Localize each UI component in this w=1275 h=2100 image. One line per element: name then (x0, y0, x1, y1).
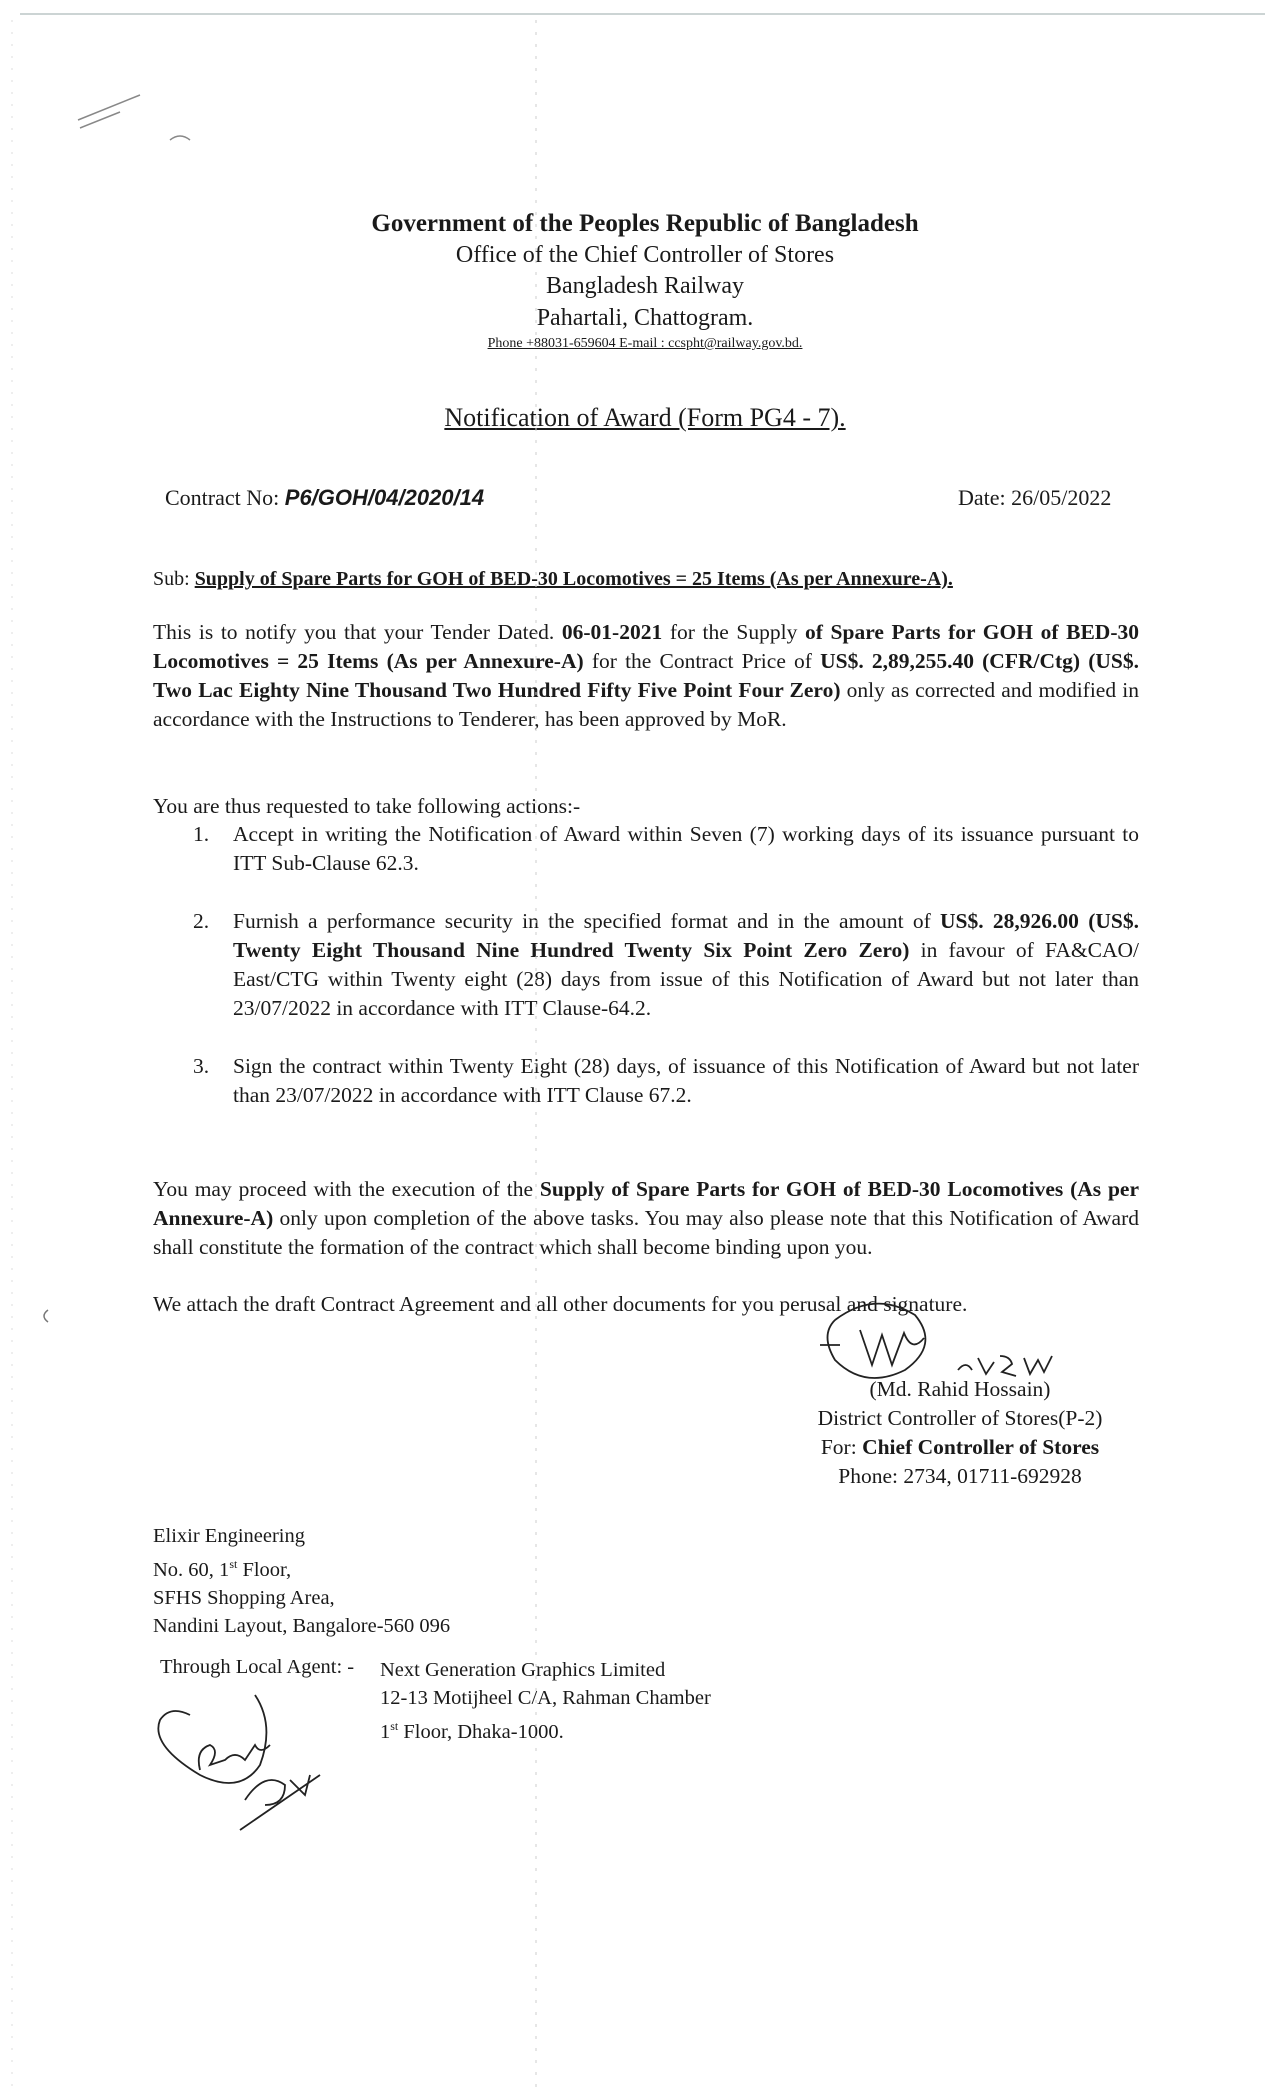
scan-smudge (78, 95, 140, 128)
addr-sup: st (229, 1557, 238, 1571)
agent-name: Next Generation Graphics Limited (380, 1659, 666, 1681)
performance-security-amount: US$. 28,926.00 (US$. Twenty Eight Thousand Nine Hundred Twenty Six Point Zero Zero) (233, 909, 1139, 962)
subject-line (153, 568, 1153, 591)
agent-label: Through Local Agent: - (160, 1656, 355, 1678)
contract-number: P6/GOH/04/2020/14 (284, 485, 485, 510)
header-organization: Bangladesh Railway (546, 273, 744, 299)
header-office: Office of the Chief Controller of Stores (455, 242, 835, 268)
list-number: 1. (193, 822, 210, 846)
header-government: Government of the Peoples Republic of Bangladesh (371, 210, 919, 237)
award-text-1: This is to notify you that your Tender Dated. (153, 620, 562, 644)
tender-date: 06-01-2021 (561, 620, 663, 644)
contract-label: Contract No: (165, 485, 285, 510)
signatory-phone: Phone: 2734, 01711-692928 (838, 1464, 1082, 1488)
agent-line2: 12-13 Motijheel C/A, Rahman Chamber (380, 1687, 711, 1709)
proceed-text-1: You may proceed with the execution of the (153, 1177, 540, 1201)
attachment-paragraph: We attach the draft Contract Agreement and all other documents for you perusal and signature. (153, 1292, 968, 1316)
for-label: For: (820, 1435, 863, 1459)
for-org: Chief Controller of Stores (862, 1435, 1100, 1459)
recipient-line4: Nandini Layout, Bangalore-560 096 (153, 1614, 451, 1637)
header-contact: Phone +88031-659604 E-mail : ccspht@railway.gov.bd. (487, 336, 803, 351)
contract-number-line (165, 485, 484, 511)
addr-part: Floor, Dhaka-1000. (398, 1720, 564, 1743)
list-item (193, 1052, 1139, 1110)
scan-smudge (44, 1310, 48, 1322)
header-location: Pahartali, Chattogram. (536, 305, 754, 331)
scan-smudge (170, 136, 190, 140)
addr-part: No. 60, 1 (153, 1558, 230, 1581)
agent-address (380, 1656, 711, 1746)
recipient-line2 (153, 1550, 450, 1584)
list-number: 2. (193, 909, 210, 933)
list-number: 3. (193, 1054, 210, 1078)
document-title: Notification of Award (Form PG4 - 7). (444, 403, 846, 432)
recipient-line3: SFHS Shopping Area, (153, 1586, 335, 1609)
subject-label: Sub: (153, 568, 195, 590)
recipient-address (153, 1522, 450, 1640)
action-text: Furnish a performance security in the specified format and in the amount of (233, 909, 941, 933)
signatory-name: (Md. Rahid Hossain) (869, 1377, 1051, 1401)
received-signature-icon (158, 1695, 320, 1830)
signatory-for (760, 1433, 1160, 1462)
date-line (958, 485, 1111, 511)
proceed-paragraph (153, 1175, 1139, 1262)
actions-intro: You are thus requested to take following actions:- (153, 794, 581, 818)
action-text: Accept in writing the Notification of Award within Seven (7) working days of its issuance pursuant to ITT Sub-Clause 62.3. (233, 822, 1139, 875)
award-text-2: for the Supply (662, 620, 805, 644)
award-paragraph (153, 618, 1139, 734)
date-value: 26/05/2022 (1011, 485, 1112, 510)
contract-price: US$. 2,89,255.40 (CFR/Ctg) (US$. Two Lac Eighty Nine Thousand Two Hundred Fifty Five Point Four Zero) (153, 649, 1139, 702)
action-text: in favour of FA&CAO/ East/CTG within Twenty eight (28) days from issue of this Notification of Award but not later than 23/07/2022 in accordance with ITT Clause-64.2. (233, 938, 1139, 1020)
proceed-supply: Supply of Spare Parts for GOH of BED-30 Locomotives (As per Annexure-A) (153, 1177, 1140, 1230)
supply-description: of Spare Parts for GOH of BED-30 Locomotives = 25 Items (As per Annexure-A) (153, 620, 1139, 673)
date-label: Date: (958, 485, 1012, 510)
addr-sup: st (390, 1719, 399, 1733)
signatory-designation: District Controller of Stores(P-2) (817, 1406, 1103, 1430)
signature-block (760, 1375, 1160, 1491)
proceed-text-2: only upon completion of the above tasks. You may also please note that this Notification of Award shall constitute the formation of the contract which shall become binding upon you. (153, 1206, 1139, 1259)
action-text: Sign the contract within Twenty Eight (28) days, of issuance of this Notification of Award but not later than 23/07/2022 in accordance with ITT Clause 67.2. (233, 1054, 1139, 1107)
recipient-name: Elixir Engineering (153, 1525, 305, 1547)
addr-part: Floor, (237, 1558, 292, 1581)
agent-line3 (380, 1712, 711, 1746)
list-item (193, 820, 1139, 878)
award-text-3: for the Contract Price of (583, 649, 821, 673)
subject-text: Supply of Spare Parts for GOH of BED-30 Locomotives = 25 Items (As per Annexure-A). (194, 568, 953, 590)
list-item (193, 907, 1139, 1023)
actions-list (193, 820, 1139, 1110)
award-text-4: only as corrected and modified in accordance with the Instructions to Tenderer, has been approved by MoR. (153, 678, 1139, 731)
addr-part: 1 (380, 1720, 391, 1743)
